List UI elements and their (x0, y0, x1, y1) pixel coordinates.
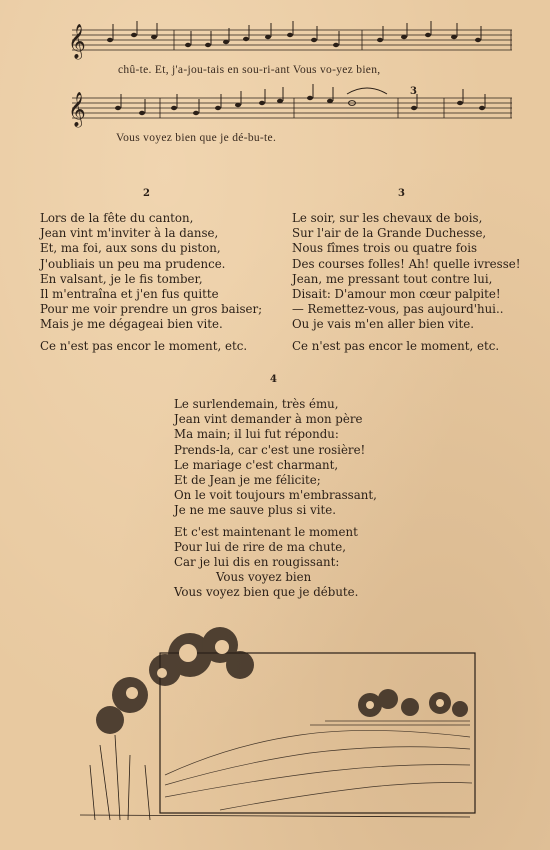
ending-line: Vous voyez bien que je débute. (174, 585, 359, 600)
svg-text:𝄞: 𝄞 (68, 24, 86, 59)
verse-line: Le surlendemain, très ému, (174, 397, 339, 411)
ending-line: Vous voyez bien (216, 570, 312, 585)
verse-line: Jean vint demander à mon père (174, 412, 363, 427)
verse-line: J'oubliais un peu ma prudence. (40, 256, 226, 271)
verse-line: Pour me voir prendre un gros baiser; (40, 302, 263, 317)
triplet-mark: 3 (410, 86, 417, 97)
lyric-line-2: Vous voyez bien que je dé-bu-te. (116, 132, 277, 144)
verse-3 (292, 211, 520, 354)
music-staff-top (62, 18, 517, 64)
verse-line: Le soir, sur les chevaux de bois, (292, 211, 483, 225)
verse-4 (174, 397, 377, 601)
verse-line: Nous fîmes trois ou quatre fois (292, 241, 478, 256)
verse-line: Prends-la, car c'est une rosière! (174, 442, 366, 457)
landscape-engraving (70, 625, 480, 825)
verse-line: Des courses folles! Ah! quelle ivresse! (292, 256, 521, 271)
ending-line: Pour lui de rire de ma chute, (174, 539, 347, 554)
verse-line: Mais je me dégageai bien vite. (40, 317, 223, 332)
verse-line: Je ne me sauve plus si vite. (174, 503, 336, 518)
ending-line: Et c'est maintenant le moment (174, 524, 358, 539)
verse-line: Sur l'air de la Grande Duchesse, (292, 226, 487, 241)
lyric-line-1: chû-te. Et, j'a-jou-tais en sou-ri-ant Vous vo-yez bien, (118, 64, 381, 76)
verse-line: Disait: D'amour mon cœur palpite! (292, 287, 501, 302)
verse-line: Lors de la fête du canton, (40, 211, 194, 225)
verse-line: En valsant, je le fis tomber, (40, 271, 203, 286)
verse-number-4: 4 (270, 374, 277, 385)
verse-line: Et de Jean je me félicite; (174, 473, 321, 488)
verse-line: Ma main; il lui fut répondu: (174, 427, 339, 442)
verse-line: Jean, me pressant tout contre lui, (292, 271, 493, 286)
refrain-line: Ce n'est pas encor le moment, etc. (292, 338, 500, 353)
verse-number-2: 2 (143, 188, 150, 199)
verse-2 (40, 211, 262, 354)
verse-line: Jean vint m'inviter à la danse, (40, 226, 219, 241)
verse-number-3: 3 (398, 188, 405, 199)
music-staff-bottom (62, 84, 517, 134)
verse-line: Le mariage c'est charmant, (174, 457, 339, 472)
verse-line: Il m'entraîna et j'en fus quitte (40, 287, 219, 302)
refrain-line: Ce n'est pas encor le moment, etc. (40, 338, 248, 353)
verse-line: On le voit toujours m'embrassant, (174, 488, 377, 503)
ending-line: Car je lui dis en rougissant: (174, 555, 340, 570)
verse-line: Ou je vais m'en aller bien vite. (292, 317, 474, 332)
verse-line: Et, ma foi, aux sons du piston, (40, 241, 221, 256)
verse-line: — Remettez-vous, pas aujourd'hui.. (292, 302, 504, 317)
svg-text:𝄞: 𝄞 (68, 92, 86, 127)
